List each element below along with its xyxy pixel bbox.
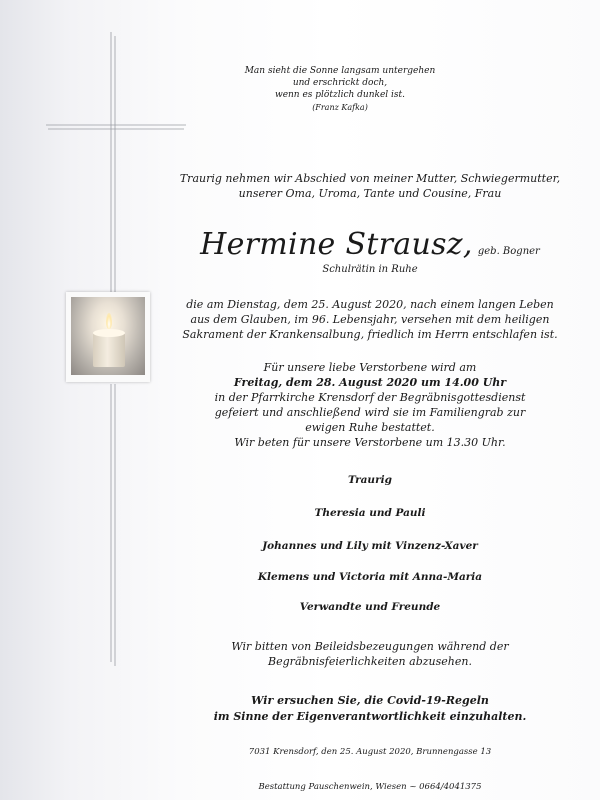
service-line-6: Wir beten für unsere Verstorbene um 13.30 Uhr.	[234, 436, 506, 449]
deceased-title: Schulrätin in Ruhe	[322, 264, 418, 275]
service-line-5: ewigen Ruhe bestattet.	[305, 421, 435, 434]
address-line: 7031 Krensdorf, den 25. August 2020, Brunnengasse 13	[248, 747, 492, 757]
request-line-1: Wir bitten von Beileidsbezeugungen während der	[231, 640, 509, 653]
request-line-2: Begräbnisfeierlichkeiten abzusehen.	[268, 655, 472, 668]
intro-line-2: unserer Oma, Uroma, Tante und Cousine, Frau	[238, 187, 502, 200]
service-line-4: gefeiert und anschließend wird sie im Familiengrab zur	[214, 406, 526, 419]
quote-author: (Franz Kafka)	[312, 103, 368, 112]
passing-line-1: die am Dienstag, dem 25. August 2020, nach einem langen Leben	[186, 298, 554, 311]
deceased-name: Hermine Strausz,	[200, 227, 473, 262]
quote-line-3: wenn es plötzlich dunkel ist.	[274, 90, 405, 100]
birth-name: geb. Bogner	[477, 246, 540, 257]
mourner-2: Johannes und Lily mit Vinzenz-Xaver	[262, 540, 478, 552]
service-line-3: in der Pfarrkirche Krensdorf der Begräbnisgottesdienst	[214, 391, 526, 404]
mourner-1: Theresia und Pauli	[314, 507, 426, 519]
covid-line-1: Wir ersuchen Sie, die Covid-19-Regeln	[251, 694, 489, 707]
passing-line-3: Sakrament der Krankensalbung, friedlich im Herrn entschlafen ist.	[182, 328, 558, 341]
service-date: Freitag, dem 28. August 2020 um 14.00 Uhr	[233, 376, 507, 389]
service-line-1: Für unsere liebe Verstorbene wird am	[263, 361, 477, 374]
deceased-name-row	[150, 227, 590, 262]
mourner-traurig: Traurig	[348, 474, 392, 486]
mourner-4: Verwandte und Freunde	[299, 601, 441, 613]
covid-line-2: im Sinne der Eigenverantwortlichkeit einzuhalten.	[213, 710, 527, 723]
quote-line-1: Man sieht die Sonne langsam untergehen	[244, 66, 436, 76]
undertaker-line: Bestattung Pauschenwein, Wiesen ~ 0664/4041375	[258, 782, 482, 792]
mourner-3: Klemens und Victoria mit Anna-Maria	[257, 571, 483, 583]
passing-line-2: aus dem Glauben, im 96. Lebensjahr, versehen mit dem heiligen	[190, 313, 550, 326]
quote-line-2: und erschrickt doch,	[292, 78, 388, 88]
intro-line-1: Traurig nehmen wir Abschied von meiner Mutter, Schwiegermutter,	[179, 172, 561, 185]
